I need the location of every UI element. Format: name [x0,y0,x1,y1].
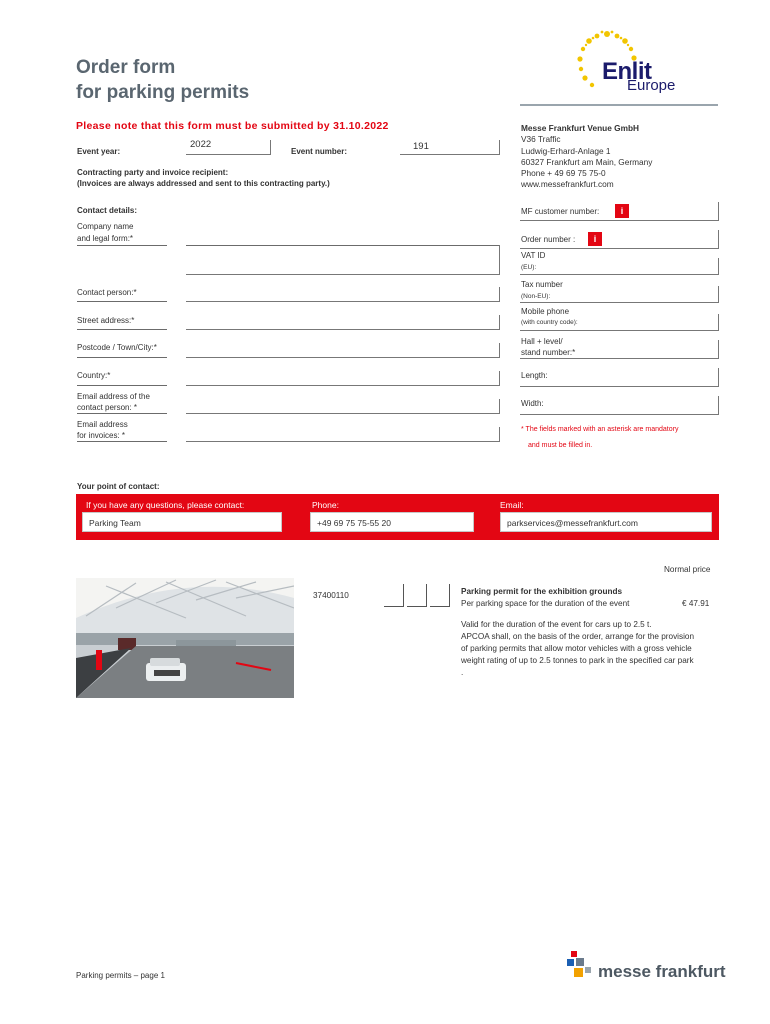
width-label: Width: [521,399,544,408]
mobile-label: Mobile phone [521,307,570,316]
page-footer: Parking permits – page 1 [76,971,165,980]
hall-label-1: Hall + level/ [521,337,563,346]
postcode-label: Postcode / Town/City:* [77,343,157,352]
phone-label: Phone: [312,500,339,510]
messe-address [521,123,652,191]
questions-label: If you have any questions, please contact: [86,500,245,510]
product-desc-1: Valid for the duration of the event for cars up to 2.5 t. [461,620,652,629]
contact-person-label: Contact person:* [77,288,137,297]
quantity-box-3[interactable] [430,584,450,607]
street-rule [77,329,167,330]
contact-person-rule [77,301,167,302]
event-number-field[interactable] [400,140,500,155]
product-price: € 47.91 [682,599,710,608]
event-year-field[interactable] [186,140,271,155]
mandatory-note [521,422,678,454]
mandatory-note-1: * The fields marked with an asterisk are mandatory [521,426,679,433]
contracting-line-2: (Invoices are always addressed and sent to this contracting party.) [77,179,330,188]
invoice-email-field[interactable] [186,427,500,442]
email-contact-label [77,391,150,413]
vat-sub-label: (EU): [521,264,537,271]
normal-price-heading: Normal price [664,565,711,574]
mf-customer-field[interactable] [520,202,719,221]
contracting-party-note [77,167,330,189]
width-field[interactable] [520,396,719,415]
deadline-notice: Please note that this form must be submitted by 31.10.2022 [76,120,389,132]
address-line-1: V36 Traffic [521,134,561,145]
email-contact-label-1: Email address of the [77,392,150,401]
mobile-field[interactable] [520,314,719,331]
event-year-label: Event year: [77,147,121,156]
parking-photo [76,578,294,698]
address-line-5: www.messefrankfurt.com [521,179,614,190]
order-number-label: Order number : [521,235,576,244]
address-line-2: Ludwig-Erhard-Anlage 1 [521,145,611,156]
title-line-2: for parking permits [76,82,250,103]
country-label: Country:* [77,371,111,380]
product-desc-4: weight rating of up to 2.5 tonnes to park in the specified car park [461,656,694,665]
page-title [76,55,249,105]
invoice-email-label-1: Email address [77,420,128,429]
header-rule [520,104,718,106]
tax-field[interactable] [520,286,719,303]
street-label: Street address:* [77,316,135,325]
contact-details-heading: Contact details: [77,206,138,215]
tax-label: Tax number [521,280,563,289]
country-field[interactable] [186,371,500,386]
email-contact-field[interactable] [186,399,500,414]
mf-customer-label: MF customer number: [521,207,600,216]
product-description [461,619,694,679]
order-number-field[interactable] [520,230,719,249]
quantity-box-2[interactable] [407,584,427,607]
product-title: Parking permit for the exhibition grounds [461,587,623,596]
country-rule [77,385,167,386]
vat-field[interactable] [520,258,719,275]
event-number-label: Event number: [291,147,348,156]
address-company: Messe Frankfurt Venue GmbH [521,123,640,133]
vat-label: VAT ID [521,251,546,260]
email-field: parkservices@messefrankfurt.com [500,512,712,532]
invoice-email-rule [77,441,167,442]
parking-team-field: Parking Team [82,512,282,532]
address-line-3: 60327 Frankfurt am Main, Germany [521,156,653,167]
contracting-line-1: Contracting party and invoice recipient: [77,168,229,177]
product-desc-5: . [461,668,464,677]
length-field[interactable] [520,368,719,387]
invoice-email-label-2: for invoices: * [77,431,126,440]
mf-customer-info-icon[interactable]: i [615,204,629,218]
company-field-2[interactable] [186,245,500,275]
email-contact-rule [77,413,167,414]
length-label: Length: [521,371,548,380]
order-number-info-icon[interactable]: i [588,232,602,246]
address-line-4: Phone + 49 69 75 75-0 [521,168,606,179]
product-subtitle: Per parking space for the duration of the event [461,599,630,608]
product-code: 37400110 [313,591,349,600]
email-label: Email: [500,500,524,510]
product-desc-2: APCOA shall, on the basis of the order, arrange for the provision [461,632,695,641]
company-label-rule [77,245,167,246]
hall-field[interactable] [520,340,719,359]
hall-label-2: stand number:* [521,348,576,357]
phone-field: +49 69 75 75-55 20 [310,512,474,532]
company-label [77,221,133,245]
postcode-rule [77,357,167,358]
invoice-email-label [77,419,128,441]
enlit-logo-sub: Europe [627,77,676,94]
enlit-logo-text: Enlit [602,58,652,85]
company-label-2: and legal form:* [77,234,134,243]
email-contact-label-2: contact person: * [77,403,138,412]
street-field[interactable] [186,315,500,330]
mandatory-note-2: and must be filled in. [528,442,593,449]
point-of-contact-bar [76,494,719,540]
event-year-value: 2022 [190,139,212,150]
contact-person-field[interactable] [186,287,500,302]
quantity-box-1[interactable] [384,584,404,607]
title-line-1: Order form [76,57,176,78]
tax-sub-label: (Non-EU): [521,293,551,300]
mobile-sub-label: (with country code): [521,319,578,326]
postcode-field[interactable] [186,343,500,358]
product-desc-3: of parking permits that allow motor vehicles with a gross vehicle [461,644,692,653]
messe-frankfurt-logo-icon [565,949,595,979]
point-of-contact-heading: Your point of contact: [77,482,160,491]
event-number-value: 191 [413,141,429,152]
company-label-1: Company name [77,222,134,231]
messe-frankfurt-logo-text: messe frankfurt [598,962,726,981]
